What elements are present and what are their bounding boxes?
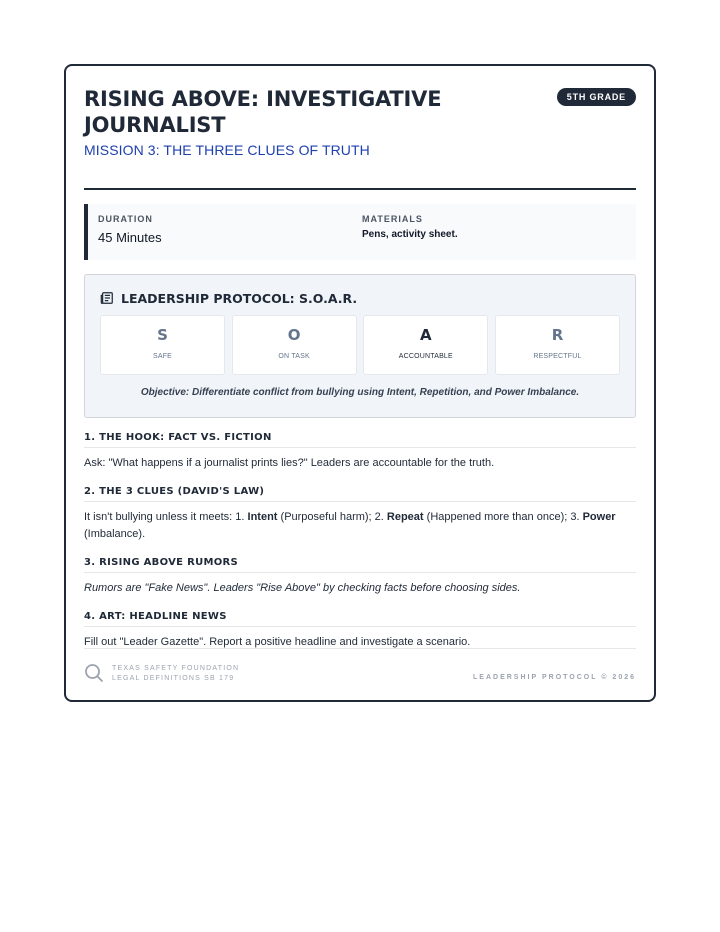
section-title: 3. RISING ABOVE RUMORS bbox=[84, 557, 636, 573]
protocol-heading bbox=[100, 289, 620, 307]
clue-intent: Intent bbox=[247, 511, 278, 523]
soar-letter: A bbox=[420, 326, 432, 344]
lesson-objective: Objective: Differentiate conflict from bullying using Intent, Repetition, and Power Imbalance. bbox=[140, 387, 580, 398]
lesson-meta bbox=[84, 204, 636, 260]
footer-org-name: TEXAS SAFETY FOUNDATION bbox=[112, 665, 240, 672]
section-hook bbox=[84, 432, 636, 472]
magnifier-icon bbox=[84, 663, 104, 683]
soar-on-task bbox=[232, 315, 357, 375]
section-title: 1. THE HOOK: FACT VS. FICTION bbox=[84, 432, 636, 448]
footer-legal: LEGAL DEFINITIONS SB 179 bbox=[112, 675, 235, 682]
section-body: Ask: "What happens if a journalist prints lies?" Leaders are accountable for the truth. bbox=[84, 457, 495, 469]
soar-letter: R bbox=[551, 326, 564, 344]
lesson-card bbox=[64, 64, 656, 702]
soar-word: ACCOUNTABLE bbox=[398, 353, 453, 360]
leadership-protocol bbox=[84, 274, 636, 418]
section-title: 2. THE 3 CLUES (DAVID'S LAW) bbox=[84, 486, 636, 502]
soar-letter: O bbox=[287, 326, 301, 344]
soar-accountable bbox=[363, 315, 488, 375]
clue-text: (Purposeful harm); 2. bbox=[277, 511, 387, 523]
newspaper-icon bbox=[100, 291, 114, 305]
clue-repeat: Repeat bbox=[386, 511, 424, 523]
lesson-title: RISING ABOVE: INVESTIGATIVE JOURNALIST bbox=[84, 87, 442, 137]
clue-text: (Happened more than once); 3. bbox=[423, 511, 583, 523]
section-body: Rumors are "Fake News". Leaders "Rise Above" by checking facts before choosing sides. bbox=[84, 582, 521, 594]
soar-word: RESPECTFUL bbox=[533, 353, 582, 360]
soar-safe bbox=[100, 315, 225, 375]
section-body bbox=[84, 509, 636, 543]
section-rumors bbox=[84, 557, 636, 597]
mission-subtitle: MISSION 3: THE THREE CLUES OF TRUTH bbox=[84, 142, 370, 158]
protocol-title: LEADERSHIP PROTOCOL: S.O.A.R. bbox=[121, 290, 358, 306]
duration-block bbox=[98, 214, 362, 250]
footer-org bbox=[112, 664, 239, 684]
card-footer bbox=[84, 648, 636, 688]
clue-power: Power bbox=[582, 511, 616, 523]
section-body: Fill out "Leader Gazette". Report a positive headline and investigate a scenario. bbox=[84, 636, 471, 648]
clue-text: It isn't bullying unless it meets: 1. bbox=[84, 511, 248, 523]
section-title: 4. ART: HEADLINE NEWS bbox=[84, 611, 636, 627]
section-headline-news bbox=[84, 611, 636, 651]
soar-word: ON TASK bbox=[278, 353, 310, 360]
clue-text: (Imbalance). bbox=[84, 528, 146, 540]
soar-respectful bbox=[495, 315, 620, 375]
lesson-header bbox=[84, 86, 636, 190]
section-three-clues bbox=[84, 486, 636, 543]
duration-label: DURATION bbox=[98, 214, 153, 224]
soar-letter: S bbox=[157, 326, 168, 344]
grade-badge: 5TH GRADE bbox=[557, 88, 636, 106]
materials-label: MATERIALS bbox=[362, 214, 423, 224]
materials-block bbox=[362, 214, 626, 250]
soar-word: SAFE bbox=[152, 353, 173, 360]
materials-value: Pens, activity sheet. bbox=[362, 229, 458, 240]
soar-grid bbox=[100, 315, 620, 375]
duration-value: 45 Minutes bbox=[98, 230, 162, 245]
footer-copyright: LEADERSHIP PROTOCOL © 2026 bbox=[473, 674, 636, 681]
